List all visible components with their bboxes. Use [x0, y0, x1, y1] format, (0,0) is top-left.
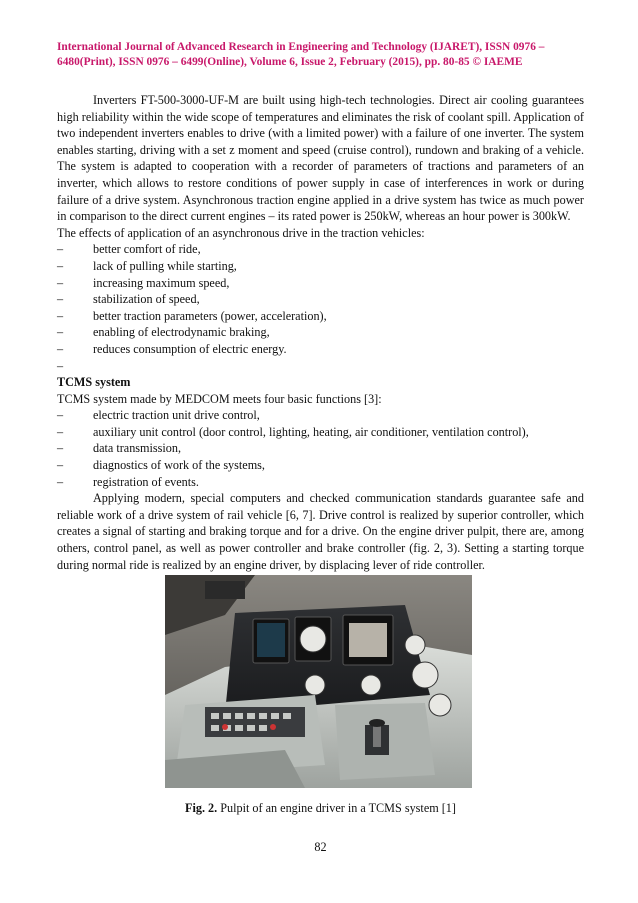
effects-intro: The effects of application of an asynchronous drive in the traction vehicles: — [57, 225, 425, 240]
list-dash: – — [57, 424, 64, 439]
list-item: – better comfort of ride, — [57, 242, 201, 257]
list-item: – better traction parameters (power, acceleration), — [57, 308, 327, 323]
page-number: 82 — [314, 840, 327, 854]
list-dash: – — [57, 308, 64, 323]
body-text — [57, 92, 584, 573]
header-line-1: International Journal of Advanced Research in Engineering and Technology (IJARET), ISSN 0976 – — [57, 41, 545, 53]
list-dash: – — [57, 358, 64, 373]
section-heading-tcms: TCMS system — [57, 375, 131, 390]
list-item: – increasing maximum speed, — [57, 275, 230, 290]
list-dash: – — [57, 258, 64, 273]
tcms-functions-list — [57, 407, 584, 490]
list-item: – lack of pulling while starting, — [57, 258, 237, 273]
list-dash: – — [57, 275, 64, 290]
list-item — [57, 358, 584, 375]
figure-caption — [57, 801, 584, 816]
list-item: – reduces consumption of electric energy. — [57, 341, 287, 356]
figure-label: Fig. 2. — [185, 801, 218, 815]
list-dash: – — [57, 325, 64, 340]
list-dash: – — [57, 292, 64, 307]
list-item: – electric traction unit drive control, — [57, 408, 260, 423]
list-item: – diagnostics of work of the systems, — [57, 458, 265, 473]
effects-list — [57, 241, 584, 374]
list-item: – stabilization of speed, — [57, 292, 200, 307]
figure-caption-text: Pulpit of an engine driver in a TCMS system [1] — [217, 801, 456, 815]
pulpit-photo-illustration — [165, 575, 472, 788]
tcms-intro: TCMS system made by MEDCOM meets four basic functions [3]: — [57, 391, 382, 406]
list-dash: – — [57, 341, 64, 356]
paragraph-inverters: Inverters FT-500-3000-UF-M are built using high-tech technologies. Direct air cooling guarantees high reliability within the wide scope of temperatures and eliminates the risk of coolant spill. Application of two independent inverters enables to drive (with a limited power) with a failure of one inverter. The system enables starting, driving with a set z moment and speed (cruise control), rundown and braking of a vehicle. The system is adapted to cooperation with a recorder of parameters of tractions and parameters of an inverter, which allows to restore conditions of power supply in case of interferences in work or during failure of a drive system. Asynchronous traction engine applied in a drive system has twice as much power in comparison to the direct current engines – its rated power is 250kW, whereas an hour power is 300kW. — [57, 93, 584, 224]
header-line-2: 6480(Print), ISSN 0976 – 6499(Online), Volume 6, Issue 2, February (2015), pp. 80-85 © IAEME — [57, 56, 523, 68]
list-item: – enabling of electrodynamic braking, — [57, 325, 270, 340]
figure-driver-pulpit-photo — [165, 575, 472, 788]
list-item: – registration of events. — [57, 474, 199, 489]
list-dash: – — [57, 408, 64, 423]
list-dash: – — [57, 242, 64, 257]
list-item: – data transmission, — [57, 441, 182, 456]
list-dash: – — [57, 441, 64, 456]
list-dash: – — [57, 474, 64, 489]
list-item: – auxiliary unit control (door control, lighting, heating, air conditioner, ventilation control), — [57, 424, 529, 439]
list-dash: – — [57, 458, 64, 473]
running-header — [57, 40, 584, 70]
paragraph-drive-control: Applying modern, special computers and checked communication standards guarantee safe and reliable work of a drive system of rail vehicle [6, 7]. Drive control is realized by superior controller, which creates a signal of starting and braking torque and for a drive. On the engine driver pulpit, there are, among others, control panel, as well as power controller and brake controller (fig. 2, 3). Setting a starting torque during normal ride is realized by an engine driver, by displacing lever of ride controller. — [57, 491, 584, 572]
